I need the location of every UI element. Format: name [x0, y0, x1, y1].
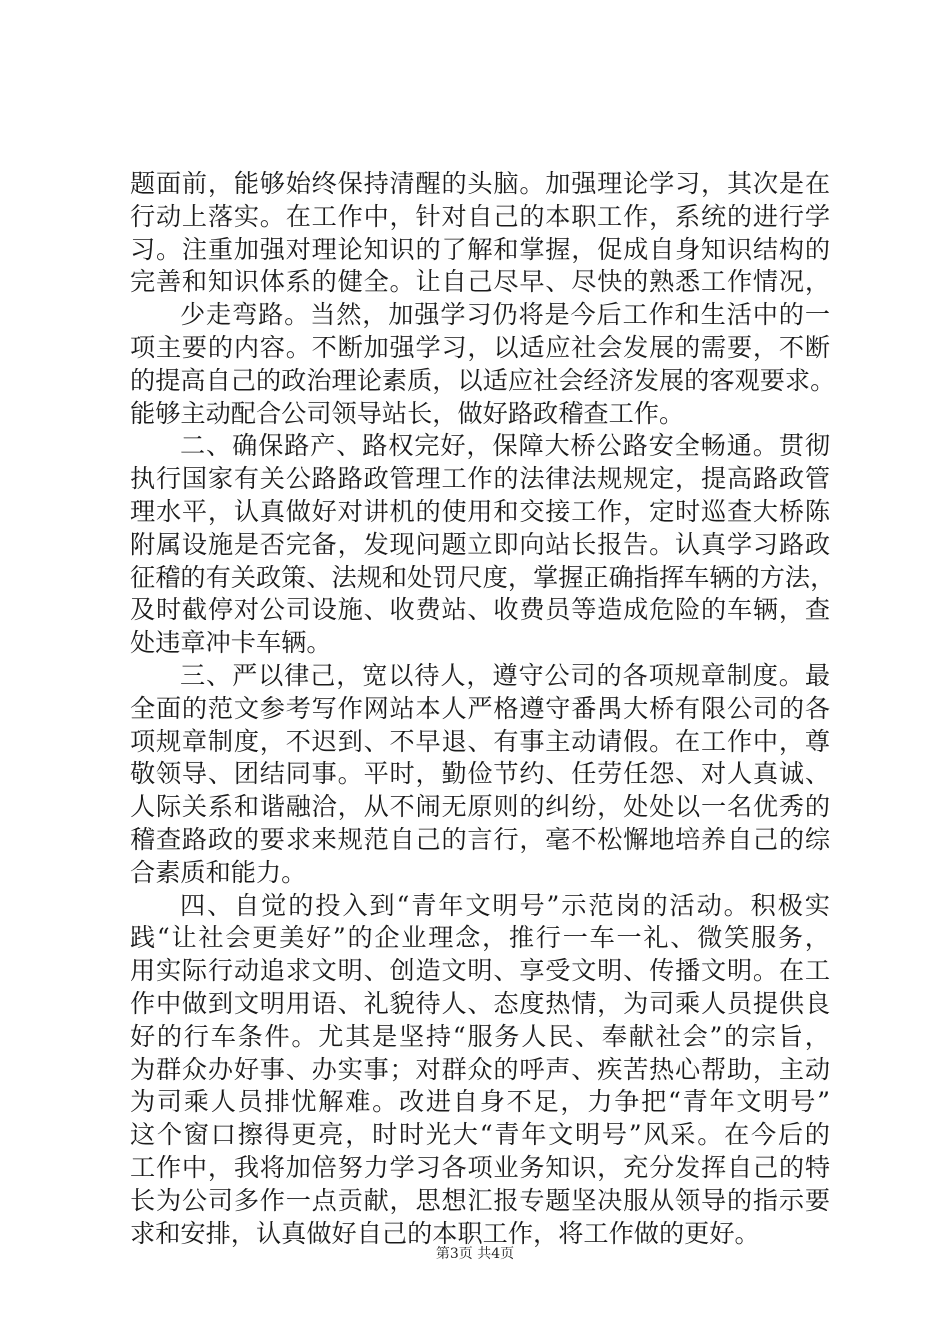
text-line: 少走弯路。当然，加强学习仍将是今后工作和生活中的一	[180, 300, 830, 330]
text-line: 稽查路政的要求来规范自己的言行，毫不松懈地培养自己的综	[130, 824, 830, 854]
text-line: 附属设施是否完备，发现问题立即向站长报告。认真学习路政	[130, 529, 830, 559]
text-line: 长为公司多作一点贡献，思想汇报专题坚决服从领导的指示要	[130, 1185, 830, 1215]
text-line: 项主要的内容。不断加强学习，以适应社会发展的需要，不断	[130, 332, 830, 362]
text-line: 这个窗口擦得更亮，时时光大“青年文明号”风采。在今后的	[130, 1120, 830, 1150]
text-line: 题面前，能够始终保持清醒的头脑。加强理论学习，其次是在	[130, 169, 830, 198]
text-line: 征稽的有关政策、法规和处罚尺度，掌握正确指挥车辆的方法，	[130, 562, 836, 592]
text-line: 求和安排，认真做好自己的本职工作，将工作做的更好。	[130, 1218, 760, 1248]
text-line: 的提高自己的政治理论素质，以适应社会经济发展的客观要求。	[130, 365, 836, 395]
text-line: 为司乘人员排忧解难。改进自身不足，力争把“青年文明号”	[130, 1087, 830, 1117]
text-line: 理水平，认真做好对讲机的使用和交接工作，定时巡查大桥陈	[130, 496, 830, 526]
text-line: 习。注重加强对理论知识的了解和掌握，促成自身知识结构的	[130, 234, 830, 264]
text-line: 人际关系和谐融洽，从不闹无原则的纠纷，处处以一名优秀的	[130, 792, 830, 822]
text-line: 工作中，我将加倍努力学习各项业务知识，充分发挥自己的特	[130, 1152, 830, 1182]
text-line: 为群众办好事、办实事；对群众的呼声、疾苦热心帮助，主动	[130, 1054, 830, 1084]
text-line: 敬领导、团结同事。平时，勤俭节约、任劳任怨、对人真诚、	[130, 759, 830, 789]
text-line: 作中做到文明用语、礼貌待人、态度热情，为司乘人员提供良	[130, 988, 830, 1018]
text-line: 用实际行动追求文明、创造文明、享受文明、传播文明。在工	[130, 956, 830, 986]
text-line: 完善和知识体系的健全。让自己尽早、尽快的熟悉工作情况，	[130, 267, 830, 297]
text-line: 行动上落实。在工作中，针对自己的本职工作，系统的进行学	[130, 201, 830, 231]
text-line: 好的行车条件。尤其是坚持“服务人民、奉献社会”的宗旨，	[130, 1021, 830, 1051]
text-line: 三、严以律己，宽以待人，遵守公司的各项规章制度。最	[180, 660, 830, 690]
text-line: 合素质和能力。	[130, 857, 307, 887]
text-line: 执行国家有关公路路政管理工作的法律法规规定，提高路政管	[130, 464, 830, 494]
text-line: 项规章制度，不迟到、不早退、有事主动请假。在工作中，尊	[130, 726, 830, 756]
page-footer: 第3页 共4页	[435, 1246, 515, 1262]
text-line: 二、确保路产、路权完好，保障大桥公路安全畅通。贯彻	[180, 431, 830, 461]
text-line: 处违章冲卡车辆。	[130, 628, 332, 658]
text-line: 全面的范文参考写作网站本人严格遵守番禺大桥有限公司的各	[130, 693, 830, 723]
text-line: 能够主动配合公司领导站长，做好路政稽查工作。	[130, 398, 685, 428]
text-line: 践“让社会更美好”的企业理念，推行一车一礼、微笑服务，	[130, 923, 830, 953]
document-body	[130, 168, 836, 1250]
text-line: 四、自觉的投入到“青年文明号”示范岗的活动。积极实	[180, 890, 830, 920]
text-line: 及时截停对公司设施、收费站、收费员等造成危险的车辆，查	[130, 595, 830, 625]
